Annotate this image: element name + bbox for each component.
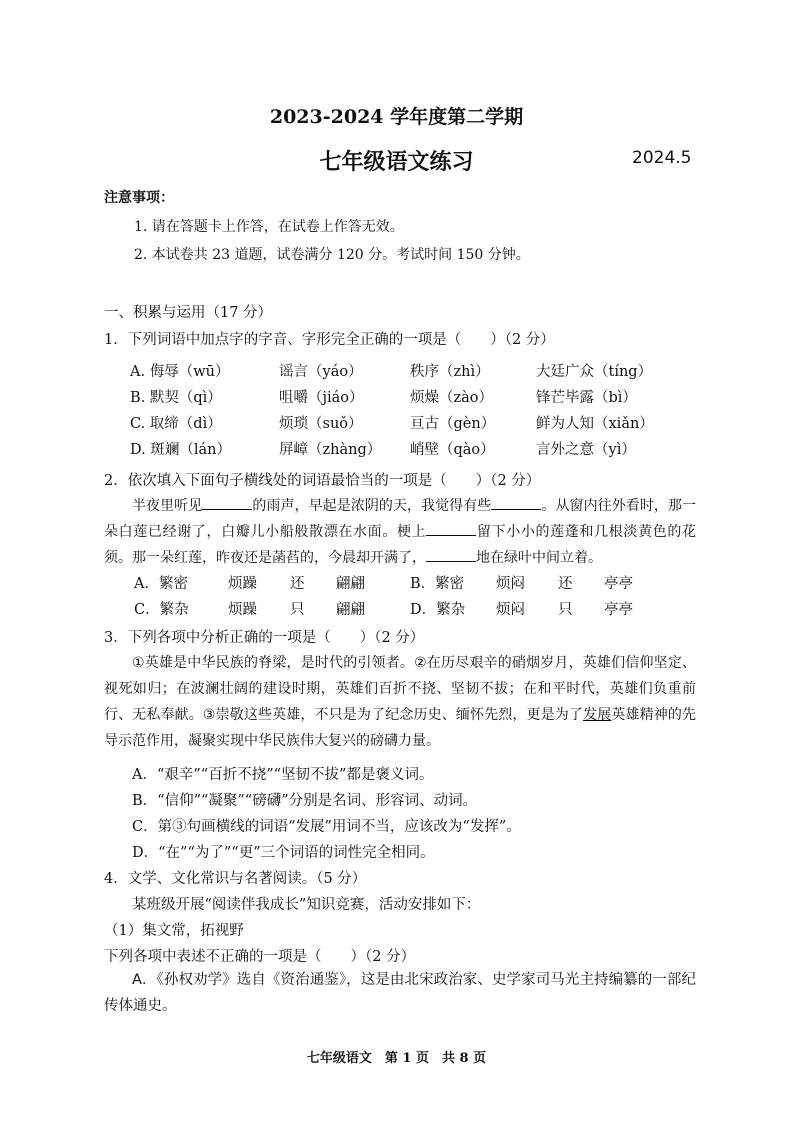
passage-text: 地在绿叶中间立着。: [476, 550, 602, 566]
question-3-option: A．“艰辛”“百折不挠”“坚韧不拔”都是褒义词。: [132, 767, 434, 783]
section-heading: 一、积累与运用（17 分）: [104, 305, 273, 321]
underlined-word: 发展: [583, 707, 612, 723]
option-word: 烦闷: [496, 602, 525, 618]
question-1-stem: 1．下列词语中加点字的字音、字形完全正确的一项是（ ）（2 分）: [104, 332, 555, 348]
blank-line: [491, 495, 541, 510]
option-cell: 烦燥（zào）: [410, 390, 494, 406]
passage-text: 的雨声，早起是浓阴的天，我觉得有些: [252, 498, 492, 514]
option-word: 只: [290, 602, 305, 618]
notice-heading: 注意事项：: [104, 190, 174, 206]
option-cell: 屏嶂（zhàng）: [279, 442, 382, 458]
question-3-passage: [104, 650, 696, 754]
question-3-option: C．第③句画横线的词语“发展”用词不当，应该改为“发挥”。: [132, 819, 521, 835]
option-cell: 大廷广众（tíng）: [536, 364, 653, 380]
question-4-option-a: A．《孙权劝学》选自《资治通鉴》，这是由北宋政治家、史学家司马光主持编纂的一部纪传体通史。: [104, 972, 696, 1014]
option-word: 烦躁: [228, 602, 257, 618]
option-cell: D. 斑斓（lán）: [130, 442, 231, 458]
option-label: B．繁密: [410, 576, 465, 592]
passage-text: 英雄精神的先导示范作用，凝聚实现中华民族伟大复兴的磅礴力量。: [104, 707, 696, 749]
option-word: 烦闷: [496, 576, 525, 592]
option-cell: 咀嚼（jiáo）: [279, 390, 364, 406]
question-3-option: D．“在”“为了”“更”三个词语的词性完全相同。: [132, 845, 435, 861]
exam-term: 2023-2024 学年度第二学期: [269, 106, 524, 128]
notice-item: 2. 本试卷共 23 道题，试卷满分 120 分。考试时间 150 分钟。: [134, 247, 530, 263]
option-cell: B. 默契（qì）: [130, 390, 222, 406]
passage-text: ①英雄是中华民族的脊梁，是时代的引领者。②在历尽艰辛的硝烟岁月，英雄们信仰坚定、视死如归；在波澜壮阔的建设时期，英雄们百折不挠、坚韧不拔；在和平时代，英雄们负重前行、无私奉献。③崇敬这些英雄，不只是为了纪念历史、缅怀先烈，更是为了: [104, 655, 696, 723]
option-word: 只: [558, 602, 573, 618]
option-word: 亭亭: [604, 602, 633, 618]
option-cell: 言外之意（yì）: [536, 442, 636, 458]
passage-text: 留下小小的莲蓬和几根淡黄色的花须。那一朵红莲，昨夜还是菡萏的，今晨却开满了，: [104, 524, 697, 566]
option-word: 亭亭: [604, 576, 633, 592]
question-4-sub1-stem: 下列各项中表述不正确的一项是（ ）（2 分）: [104, 949, 416, 965]
question-2-passage: [104, 493, 696, 571]
option-cell: A. 侮辱（wū）: [130, 364, 230, 380]
passage-text: 半夜里听见: [132, 498, 203, 514]
question-4-stem: 4．文学、文化常识与名著阅读。（5 分）: [104, 871, 367, 887]
question-1-row: [130, 360, 690, 382]
question-2-stem: 2．依次填入下面句子横线处的词语最恰当的一项是（ ）（2 分）: [104, 473, 541, 489]
option-word: 烦躁: [228, 576, 257, 592]
option-cell: 烦琐（suǒ）: [279, 416, 363, 432]
question-1-row: [130, 438, 690, 460]
question-4-sub1: （1）集文常，拓视野: [104, 923, 244, 939]
option-word: 还: [558, 576, 573, 592]
option-cell: 秩序（zhì）: [410, 364, 490, 380]
blank-line: [426, 521, 476, 536]
passage-text: 。从窗内往外看时，那一朵白莲已经谢了，白瓣儿小船般散漂在水面。梗上: [104, 498, 697, 540]
option-cell: 锋芒毕露（bì）: [536, 390, 637, 406]
exam-date: 2024.5: [632, 148, 692, 168]
question-1-row: [130, 386, 690, 408]
blank-line: [426, 547, 476, 562]
option-cell: 亘古（gèn）: [410, 416, 496, 432]
question-3-stem: 3．下列各项中分析正确的一项是（ ）（2 分）: [104, 630, 425, 646]
option-label: D．繁杂: [410, 602, 466, 618]
option-cell: 峭壁（qào）: [410, 442, 495, 458]
option-word: 还: [290, 576, 305, 592]
question-1-row: [130, 412, 690, 434]
option-cell: 谣言（yáo）: [279, 364, 363, 380]
page-footer: 七年级语文 第 1 页 共 8 页: [306, 1051, 487, 1066]
blank-line: [202, 495, 252, 510]
option-cell: C. 取缔（dì）: [130, 416, 222, 432]
question-2-options-row: [134, 598, 694, 620]
notice-item: 1. 请在答题卡上作答，在试卷上作答无效。: [134, 219, 404, 235]
option-label: A．繁密: [134, 576, 188, 592]
option-word: 翩翩: [336, 602, 365, 618]
option-label: C．繁杂: [134, 602, 189, 618]
exam-title: 七年级语文练习: [319, 149, 474, 175]
option-cell: 鲜为人知（xiǎn）: [536, 416, 654, 432]
question-3-option: B．“信仰”“凝聚”“磅礴”分别是名词、形容词、动词。: [132, 793, 478, 809]
option-word: 翩翩: [336, 576, 365, 592]
question-4-intro: 某班级开展“阅读伴我成长”知识竞赛，活动安排如下：: [132, 897, 481, 913]
question-2-options-row: [134, 572, 694, 594]
